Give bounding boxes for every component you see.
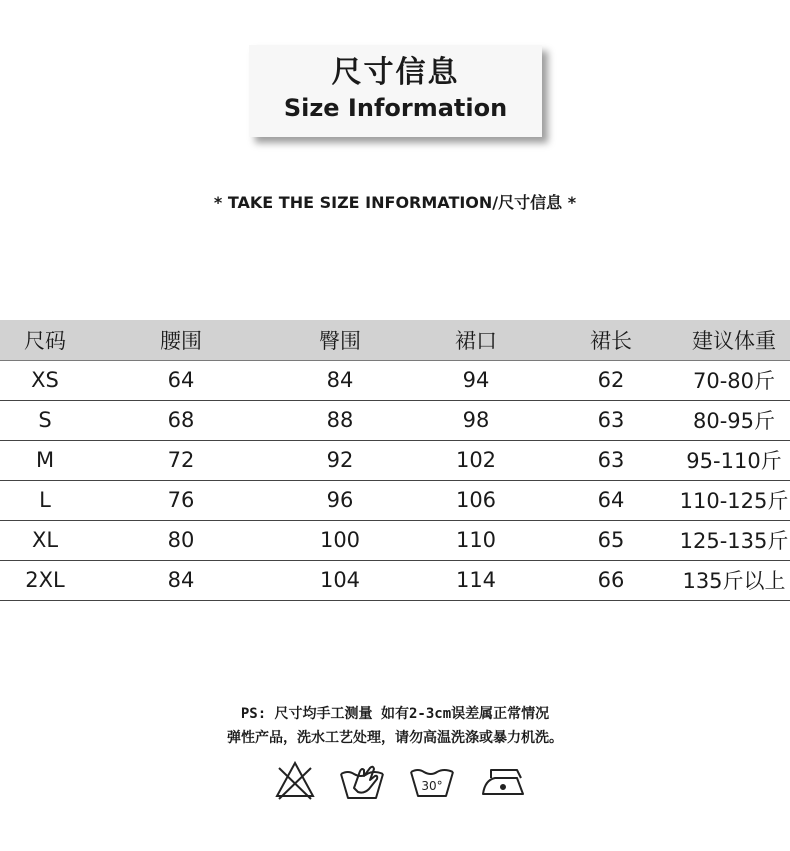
no-bleach-icon [273, 758, 317, 802]
title-card [249, 45, 542, 137]
cell-hem: 94 [408, 360, 544, 400]
cell-hem: 114 [408, 560, 544, 600]
cell-size: XS [0, 360, 90, 400]
cell-hip: 92 [272, 440, 408, 480]
cell-size: 2XL [0, 560, 90, 600]
care-notes [0, 702, 790, 750]
svg-text:30°: 30° [421, 779, 443, 793]
header-size: 尺码 [0, 320, 90, 360]
cell-waist: 72 [90, 440, 272, 480]
cell-waist: 64 [90, 360, 272, 400]
size-info-subtitle: * TAKE THE SIZE INFORMATION/尺寸信息 * [213, 193, 577, 212]
cell-size: L [0, 480, 90, 520]
cell-weight: 125-135斤 [678, 520, 790, 560]
size-table [0, 320, 790, 601]
cell-size: M [0, 440, 90, 480]
wash-30-icon [407, 758, 457, 802]
cell-length: 63 [544, 400, 678, 440]
cell-hip: 96 [272, 480, 408, 520]
table-header-row [0, 320, 790, 360]
cell-length: 64 [544, 480, 678, 520]
table-row [0, 560, 790, 600]
header-waist: 腰围 [90, 320, 272, 360]
cell-size: S [0, 400, 90, 440]
cell-length: 62 [544, 360, 678, 400]
header-hem: 裙口 [408, 320, 544, 360]
cell-waist: 84 [90, 560, 272, 600]
iron-icon [477, 758, 529, 802]
cell-hem: 102 [408, 440, 544, 480]
header-hip: 臀围 [272, 320, 408, 360]
care-icons [273, 757, 529, 803]
cell-length: 63 [544, 440, 678, 480]
table-row [0, 360, 790, 400]
header-length: 裙长 [544, 320, 678, 360]
notes-line-2: 弹性产品，洗水工艺处理，请勿高温洗涤或暴力机洗。 [227, 730, 563, 746]
hand-wash-icon [337, 758, 387, 802]
cell-hem: 106 [408, 480, 544, 520]
cell-hem: 110 [408, 520, 544, 560]
cell-length: 66 [544, 560, 678, 600]
table-row [0, 520, 790, 560]
cell-weight: 95-110斤 [678, 440, 790, 480]
title-chinese: 尺寸信息 [331, 55, 460, 90]
cell-waist: 68 [90, 400, 272, 440]
cell-hip: 104 [272, 560, 408, 600]
cell-size: XL [0, 520, 90, 560]
cell-hem: 98 [408, 400, 544, 440]
title-english: Size Information [283, 94, 508, 122]
cell-weight: 70-80斤 [678, 360, 790, 400]
notes-line-1: PS: 尺寸均手工测量 如有2-3cm误差属正常情况 [240, 706, 550, 722]
cell-waist: 80 [90, 520, 272, 560]
cell-hip: 88 [272, 400, 408, 440]
cell-length: 65 [544, 520, 678, 560]
cell-hip: 84 [272, 360, 408, 400]
cell-hip: 100 [272, 520, 408, 560]
cell-weight: 110-125斤 [678, 480, 790, 520]
table-row [0, 400, 790, 440]
table-row [0, 480, 790, 520]
cell-weight: 80-95斤 [678, 400, 790, 440]
table-row [0, 440, 790, 480]
cell-weight: 135斤以上 [678, 560, 790, 600]
cell-waist: 76 [90, 480, 272, 520]
header-weight: 建议体重 [678, 320, 790, 360]
